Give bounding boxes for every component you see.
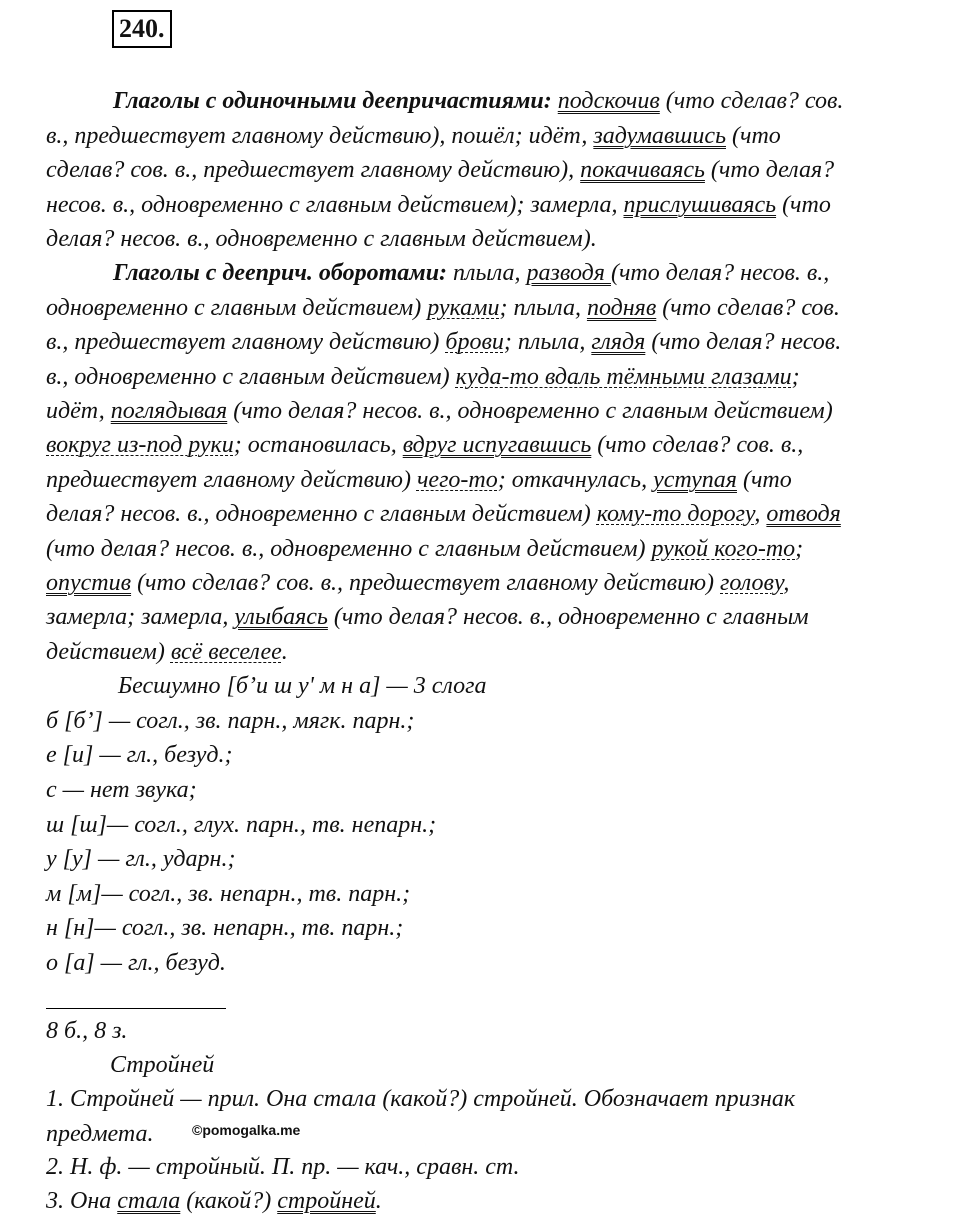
- text-line: [46, 463, 792, 497]
- text-line: [46, 635, 288, 669]
- text-span: одновременно с главным действием): [46, 295, 428, 321]
- text-span: (что: [736, 467, 792, 493]
- gerund: покачиваясь: [580, 157, 705, 183]
- dependent-word: кому-то дорогу: [596, 501, 755, 527]
- text-span: .: [281, 639, 288, 665]
- morphology-word: Стройней: [110, 1052, 215, 1078]
- text-span: ,: [783, 570, 790, 596]
- text-span: ;: [791, 364, 800, 390]
- text-span: 3. Она: [46, 1188, 118, 1214]
- text-line: [46, 188, 831, 222]
- morphology-line: 1. Стройней — прил. Она стала (какой?) стройней. Обозначает признак: [46, 1086, 796, 1112]
- text-span: (что сделав? сов. в., предшествует главному действию): [131, 570, 720, 596]
- text-line: [46, 291, 840, 325]
- gerund: подняв: [586, 295, 657, 321]
- gerund: уступая: [653, 467, 737, 493]
- text-line: [46, 497, 841, 531]
- text-span: (что делая? несов.: [645, 329, 842, 355]
- gerund: отводя: [766, 501, 841, 527]
- text-span: (что сделав? сов.: [656, 295, 840, 321]
- text-span: (что делая? несов. в., одновременно с главным действием): [46, 536, 652, 562]
- text-span: (что делая? несов. в., одновременно с главным действием): [227, 398, 833, 424]
- phonetic-line: е [и] — гл., безуд.;: [46, 742, 233, 768]
- gerund: подскочив: [557, 88, 660, 114]
- text-span: (что: [776, 192, 831, 218]
- dependent-word: куда-то вдаль тёмными глазами: [455, 364, 792, 390]
- phonetic-line: ш [ш]— согл., глух. парн., тв. непарн.;: [46, 812, 437, 838]
- text-span: (какой?): [180, 1188, 278, 1214]
- gerund: улыбаясь: [234, 604, 328, 630]
- text-span: ;: [795, 536, 804, 562]
- divider: [46, 1008, 226, 1009]
- section1-heading: Глаголы с одиночными деепричастиями:: [113, 88, 552, 114]
- text-line: [113, 84, 843, 118]
- phonetic-line: с — нет звука;: [46, 777, 197, 803]
- dependent-word: вокруг из-под руки: [46, 432, 234, 458]
- phonetic-line: о [а] — гл., безуд.: [46, 950, 226, 976]
- text-span: несов. в., одновременно с главным действием); замерла,: [46, 192, 624, 218]
- dependent-word: руками: [427, 295, 500, 321]
- text-line: [46, 600, 809, 634]
- text-span: в., предшествует главному действию), пошёл; идёт,: [46, 123, 594, 149]
- predicate: стала: [117, 1188, 181, 1214]
- phonetic-line: н [н]— согл., зв. непарн., тв. парн.;: [46, 915, 404, 941]
- phonetics-title: Бесшумно [б’и ш у' м н а] — 3 слога: [118, 673, 487, 699]
- section2-heading: Глаголы с дееприч. оборотами:: [113, 260, 448, 286]
- dependent-word: рукой кого-то: [651, 536, 796, 562]
- text-line: [113, 256, 829, 290]
- text-line: [46, 428, 803, 462]
- morphology-line: [46, 1184, 382, 1218]
- gerund: вдруг испугавшись: [402, 432, 592, 458]
- text-span: замерла; замерла,: [46, 604, 235, 630]
- text-span: .: [375, 1188, 382, 1214]
- phonetic-line: м [м]— согл., зв. непарн., тв. парн.;: [46, 881, 411, 907]
- text-span: ; остановилась,: [233, 432, 403, 458]
- dependent-word: чего-то: [416, 467, 498, 493]
- text-line: [46, 222, 597, 256]
- exercise-number: 240.: [112, 10, 172, 48]
- text-span: предшествует главному действию): [46, 467, 417, 493]
- text-span: ; откачнулась,: [497, 467, 654, 493]
- dependent-word: всё веселее: [170, 639, 282, 665]
- text-span: (что делая?: [704, 157, 835, 183]
- gerund: глядя: [591, 329, 646, 355]
- text-line: [46, 153, 834, 187]
- text-line: [46, 325, 841, 359]
- morphology-line: предмета.: [46, 1121, 154, 1147]
- text-line: [46, 532, 803, 566]
- text-span: действием): [46, 639, 171, 665]
- phonetic-line: у [у] — гл., ударн.;: [46, 846, 236, 872]
- dependent-word: голову: [720, 570, 784, 596]
- text-span: в., предшествует главному действию): [46, 329, 446, 355]
- gerund: задумавшись: [593, 123, 726, 149]
- gerund: прислушиваясь: [623, 192, 777, 218]
- text-span: делая? несов. в., одновременно с главным действием).: [46, 226, 597, 252]
- phonetics-summary: 8 б., 8 з.: [46, 1018, 128, 1044]
- text-line: [46, 394, 833, 428]
- text-span: сделав? сов. в., предшествует главному действию),: [46, 157, 581, 183]
- text-line: [46, 360, 800, 394]
- watermark: ©pomogalka.me: [192, 1122, 301, 1138]
- text-span: делая? несов. в., одновременно с главным действием): [46, 501, 597, 527]
- text-span: ; плыла,: [503, 329, 592, 355]
- dependent-word: брови: [445, 329, 504, 355]
- gerund: опустив: [46, 570, 132, 596]
- gerund: разводя: [526, 260, 611, 286]
- text-span: (что сделав? сов. в.,: [591, 432, 804, 458]
- gerund: поглядывая: [110, 398, 228, 424]
- phonetic-line: б [б’] — согл., зв. парн., мягк. парн.;: [46, 708, 415, 734]
- text-span: идёт,: [46, 398, 111, 424]
- text-span: (что: [726, 123, 781, 149]
- text-span: ,: [754, 501, 767, 527]
- text-span: плыла,: [447, 260, 527, 286]
- text-line: [46, 119, 781, 153]
- text-span: в., одновременно с главным действием): [46, 364, 456, 390]
- text-span: (что делая? несов. в.,: [610, 260, 830, 286]
- text-line: [46, 566, 789, 600]
- text-span: ; плыла,: [499, 295, 587, 321]
- text-span: (что сделав? сов.: [659, 88, 844, 114]
- text-span: (что делая? несов. в., одновременно с главным: [327, 604, 809, 630]
- predicate: стройней: [277, 1188, 376, 1214]
- morphology-line: 2. Н. ф. — стройный. П. пр. — кач., сравн. ст.: [46, 1154, 520, 1180]
